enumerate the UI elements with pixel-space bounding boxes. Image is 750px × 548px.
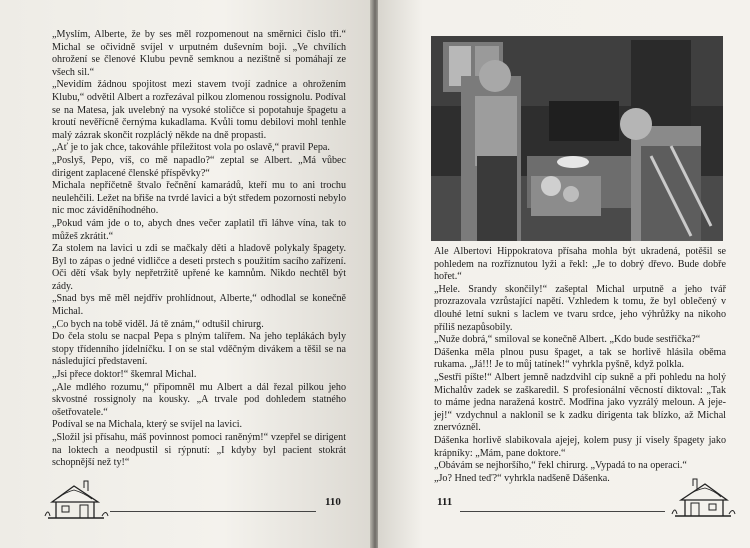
paragraph: Dášenka měla plnou pusu špaget, a tak se horlivě hlásila oběma rukama. „Já!!! Je to můj tatínek!“ vyhrkla pyšně, když polkla. bbox=[434, 346, 726, 371]
paragraph: Podíval se na Michala, který se svíjel na lavici. bbox=[52, 419, 243, 431]
paragraph: Michala nepříčetně štvalo řečnění kamarádů, kteří mu to ani trochu neulehčili. Ležet na břiše na tvrdé lavici a být středem pozornosti nebylo nic moc záviděníhodného. bbox=[52, 180, 346, 217]
paragraph: „Snad bys mě měl nejdřív prohlídnout, Alberte,“ odhodlal se konečně Michal. bbox=[52, 293, 346, 318]
paragraph: Za stolem na lavici u zdi se mačkaly děti a hladově polykaly špagety. Byl to zápas o jedné vidličce a deseti prstech s použitím sacího zařízení. Oči dětí však byly nepřetržitě upřené ke kamnům. Nikdo nechtěl být zády. bbox=[52, 243, 346, 292]
paragraph: „Jsi přece doktor!“ škemral Michal. bbox=[52, 369, 197, 381]
footer-rule bbox=[460, 511, 665, 512]
cottage-ornament-right bbox=[671, 476, 737, 518]
paragraph: „Nuže dobrá,“ smiloval se konečně Albert. „Kdo bude sestřička?“ bbox=[434, 334, 701, 346]
cabin-kitchen-photo bbox=[431, 36, 723, 241]
illustration-photo bbox=[431, 36, 723, 241]
paragraph: „Poslyš, Pepo, víš, co mě napadlo?“ zeptal se Albert. „Má vůbec dirigent zaplacené členské příspěvky?“ bbox=[52, 154, 346, 179]
paragraph: „Myslím, Alberte, že by ses měl rozpomenout na směrnici číslo tři.“ Michal se očividně svíjel v urputném duševním boji. „Ve chvílích ohrožení se členové Klubu pevně semknou a nezištně si pomáhají ze všech sil.“ bbox=[52, 29, 346, 78]
paragraph: Dášenka horlivě slabikovala ajejej, kolem pusy jí visely špagety jako krápníky: „Mám, pane doktore.“ bbox=[434, 434, 726, 459]
footer-rule bbox=[110, 511, 316, 512]
paragraph: „Co bych na tobě viděl. Já tě znám,“ odtušil chirurg. bbox=[52, 318, 264, 330]
paragraph: Ale Albertovi Hippokratova přísaha mohla být ukradená, potěšil se pohledem na rozříznutou lyži a řekl: „Je to dobrý dřevo. Bude dobře hořet.“ bbox=[434, 246, 726, 283]
paragraph: „Ale mdlého rozumu,“ připomněl mu Albert a dál řezal pilkou jeho skvostné rossignoly na kousky. „A trvale pod dohledem statného ošetřovatele.“ bbox=[52, 381, 346, 418]
page-number: 110 bbox=[325, 496, 341, 508]
left-page bbox=[0, 0, 372, 548]
paragraph: „Složil jsi přísahu, máš povinnost pomoci raněným!“ vzepřel se dirigent na loktech a neodpustil si rýpnutí: „I kdyby byl pacient stokrát schopnější než ty!“ bbox=[52, 432, 346, 469]
paragraph: „Jo? Hned teď?“ vyhrkla nadšeně Dášenka. bbox=[434, 472, 610, 484]
paragraph: „Nevidím žádnou spojitost mezi stavem tvojí zadnice a ohrožením Klubu,“ odvětil Albert a rozřezával pilkou zlomenou rossignolu. Podíval se na Matesa, jak uvelebný na vysoké stoličce si popotahuje špagetu a kroutí nevěřícně černýma kukadlama. Kvůli tomu debilovi mohl tenhle malý zázrak skončit rozpláclý někde na dně propasti. bbox=[52, 79, 346, 141]
left-page-text bbox=[52, 29, 346, 470]
right-page-text bbox=[434, 246, 726, 485]
cottage-ornament-left bbox=[44, 478, 110, 520]
paragraph: „Pokud vám jde o to, abych dnes večer zaplatil tři láhve vína, tak to můžeš zkrátit.“ bbox=[52, 217, 346, 242]
paragraph: „Hele. Srandy skončily!“ zašeptal Michal urputně a jeho tvář prozrazovala vzrůstající napětí. Vzhledem k tomu, že byl oblečený v dlouhé letní sukni s laclem ve tvaru srdce, jeho výhrůžky na nikoho příliš nezapůsobily. bbox=[434, 283, 726, 333]
paragraph: „Sestři píšte!“ Albert jemně nadzdvihl cíp sukně a při pohledu na holý Michalův zadek se zaškaredil. S profesionální věcností diktoval: „Tak to máme jedna naražená kostrč. Modřina jako vyzrálý meloun. A jeje-jej!“ vzdychnul a naklonil se k zadku dirigenta tak blízko, až Michal znervózněl. bbox=[434, 371, 726, 434]
paragraph: „Obávám se nejhoršího,“ řekl chirurg. „Vypadá to na operaci.“ bbox=[434, 460, 687, 472]
paragraph: „Ať je to jak chce, takováhle příležitost vola po oslavě,“ pravil Pepa. bbox=[52, 142, 330, 154]
paragraph: Do čela stolu se nacpal Pepa s plným talířem. Na jeho teplákách byly stopy třídenního jídelníčku. I on se stal vděčným divákem a těšil se na následující představení. bbox=[52, 331, 346, 368]
page-number: 111 bbox=[437, 496, 453, 508]
